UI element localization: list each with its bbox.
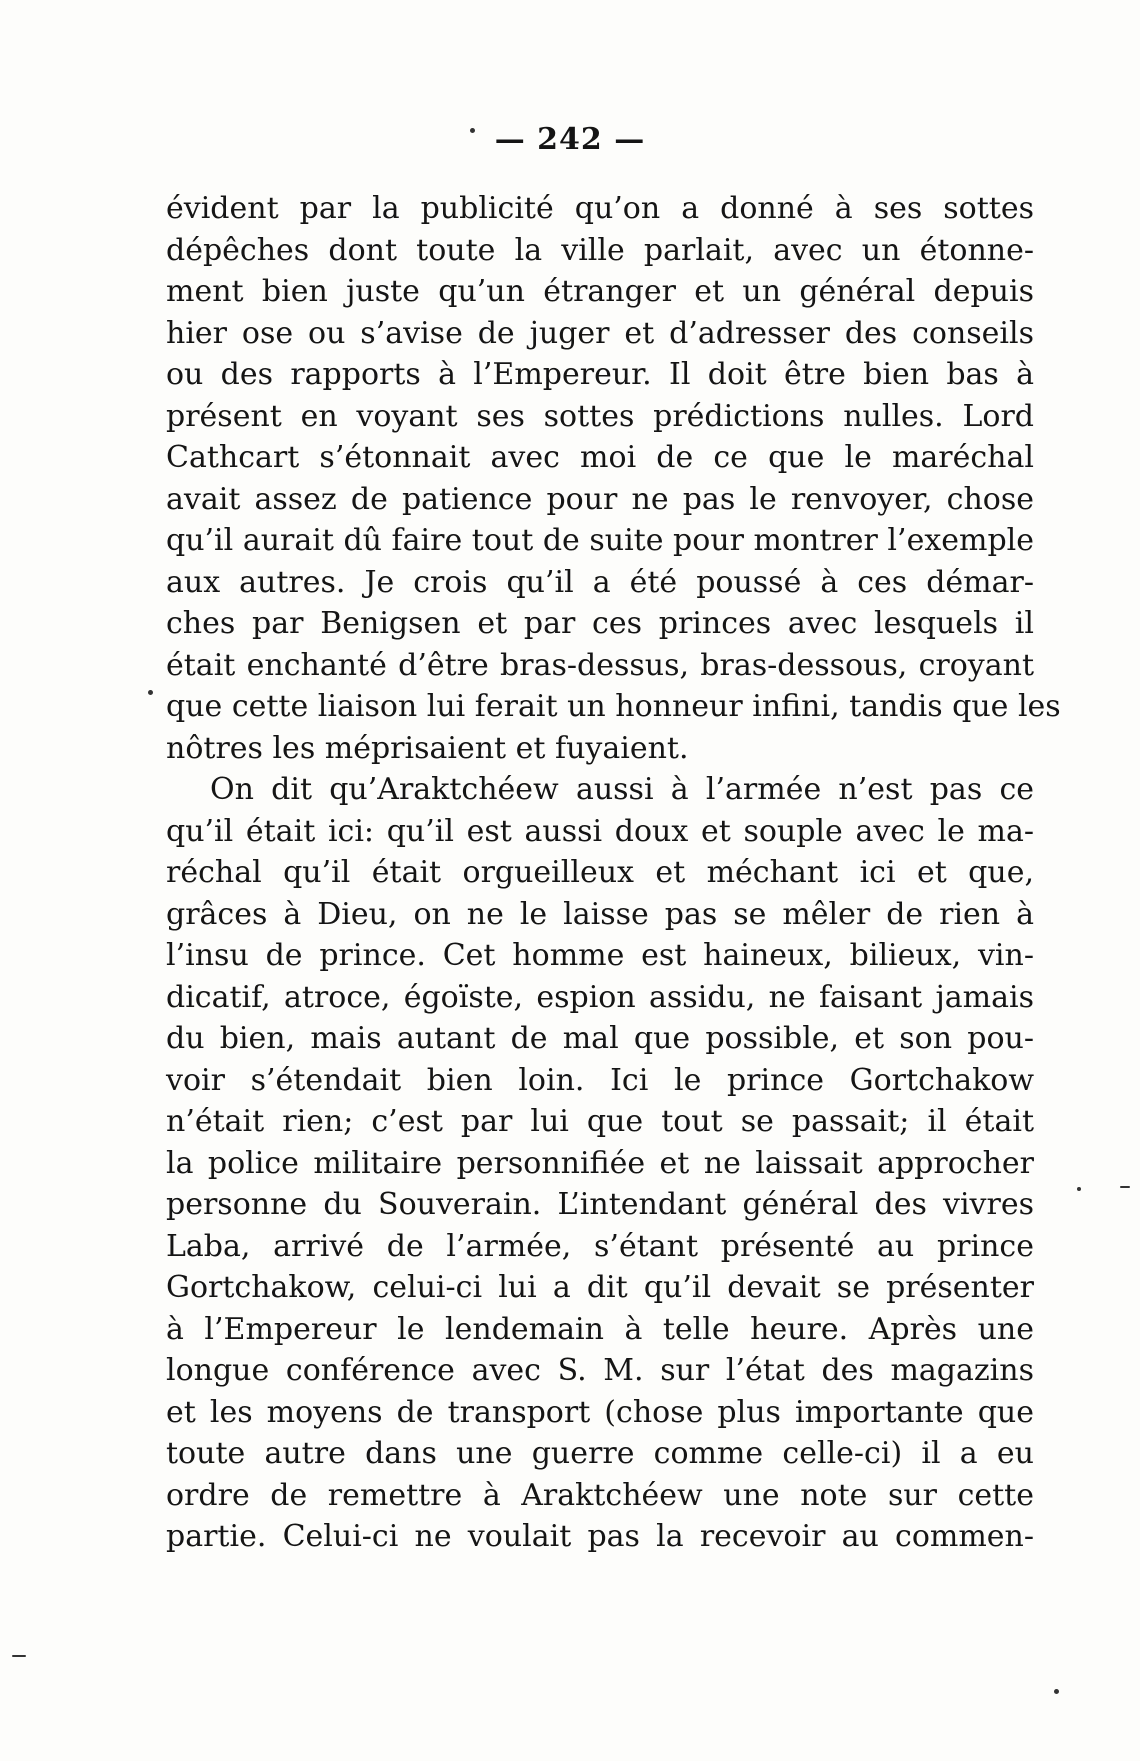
scan-speck (12, 1655, 26, 1657)
text-line: réchal qu’il était orgueilleux et méchant ici et que, (166, 855, 1034, 890)
paragraph-end-line: nôtres les méprisaient et fuyaient. (166, 730, 689, 766)
text-line: toute autre dans une guerre comme celle-ci) il a eu (166, 1436, 1034, 1471)
text-line: du bien, mais autant de mal que possible, et son pou- (166, 1021, 1034, 1056)
scan-speck (470, 128, 475, 133)
text-line: dépêches dont toute la ville parlait, avec un étonne- (166, 232, 1034, 268)
paragraph-start-line: On dit qu’Araktchéew aussi à l’armée n’est pas ce (210, 772, 1034, 807)
text-line: personne du Souverain. L’intendant général des vivres (166, 1187, 1034, 1222)
text-line: que cette liaison lui ferait un honneur infini, tandis que les (166, 689, 1061, 724)
scan-speck (1120, 1186, 1130, 1188)
text-line: voir s’étendait bien loin. Ici le prince Gortchakow (166, 1062, 1034, 1098)
text-line: ordre de remettre à Araktchéew une note sur cette (166, 1477, 1034, 1513)
text-line: hier ose ou s’avise de juger et d’adresser des conseils (166, 315, 1034, 351)
scan-speck (1077, 1187, 1081, 1191)
text-line: l’insu de prince. Cet homme est haineux, bilieux, vin- (166, 938, 1034, 973)
text-line: avait assez de patience pour ne pas le renvoyer, chose (166, 481, 1034, 517)
text-line: qu’il était ici: qu’il est aussi doux et souple avec le ma- (166, 813, 1034, 849)
scan-speck (148, 690, 153, 695)
text-line: dicatif, atroce, égoïste, espion assidu, ne faisant jamais (166, 979, 1034, 1015)
text-line: qu’il aurait dû faire tout de suite pour montrer l’exemple (166, 523, 1034, 558)
text-line: la police militaire personnifiée et ne laissait approcher (166, 1145, 1034, 1181)
text-line: partie. Celui-ci ne voulait pas la recevoir au commen- (166, 1519, 1034, 1554)
text-line: n’était rien; c’est par lui que tout se passait; il était (166, 1104, 1034, 1139)
text-line: présent en voyant ses sottes prédictions nulles. Lord (166, 398, 1034, 434)
text-line: ment bien juste qu’un étranger et un général depuis (166, 274, 1034, 309)
scan-speck (1054, 1689, 1059, 1694)
page-number: — 242 — (494, 122, 646, 157)
text-line: à l’Empereur le lendemain à telle heure. Après une (166, 1311, 1034, 1347)
text-line: Laba, arrivé de l’armée, s’étant présenté au prince (166, 1228, 1034, 1264)
text-line: Gortchakow, celui-ci lui a dit qu’il devait se présenter (166, 1270, 1034, 1305)
text-line: évident par la publicité qu’on a donné à ses sottes (166, 191, 1034, 226)
body-text (166, 188, 1061, 1558)
text-line: et les moyens de transport (chose plus importante que (166, 1394, 1034, 1430)
text-line: aux autres. Je crois qu’il a été poussé à ces démar- (166, 564, 1034, 600)
text-line: Cathcart s’étonnait avec moi de ce que le maréchal (166, 440, 1034, 475)
text-line: grâces à Dieu, on ne le laisse pas se mêler de rien à (166, 896, 1034, 932)
text-line: longue conférence avec S. M. sur l’état des magazins (166, 1353, 1034, 1388)
text-line: était enchanté d’être bras-dessus, bras-dessous, croyant (166, 647, 1034, 683)
text-line: ches par Benigsen et par ces princes avec lesquels il (166, 606, 1034, 641)
text-line: ou des rapports à l’Empereur. Il doit être bien bas à (166, 357, 1034, 392)
